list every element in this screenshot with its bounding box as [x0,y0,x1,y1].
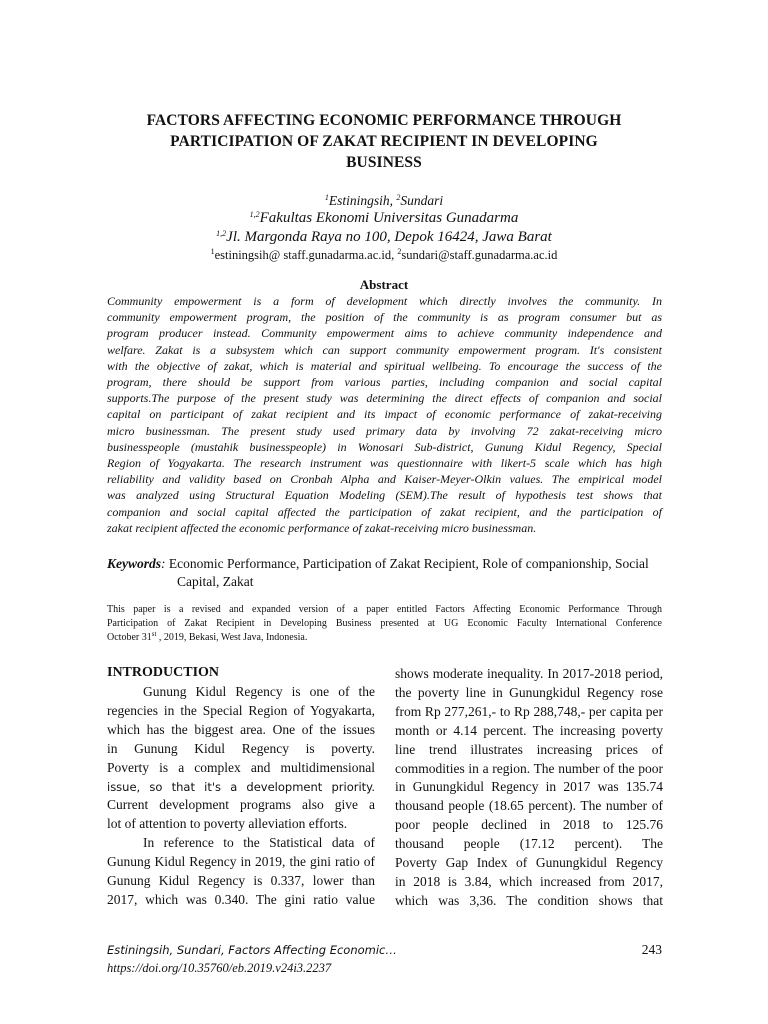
body-line: poor people declined in 2018 to 125.76 [395,817,663,833]
running-title: Estiningsih, Sundari, Factors Affecting Economic… [107,943,397,957]
abstract-line: companion and social capital affected the participation of zakat recipient, and the participation of [107,504,662,519]
paper-title [100,110,668,173]
note-line: Participation of Zakat Recipient in Developing Business presented at UG Economic Faculty International Conference [107,618,662,629]
author-affiliation [100,209,668,228]
author-name: Sundari [400,193,444,208]
body-line: Gunung Kidul Regency in 2019, the gini ratio of [107,854,375,870]
keywords-colon: : [161,556,166,571]
body-line: thousand people (17.12 percent). The [395,836,663,852]
body-line: in Gunung Kidul Regency is poverty. [107,740,375,756]
note-sup: st [151,630,157,638]
body-line: in 2018 is 3.84, which increased from 2017, [395,873,663,889]
affiliation-sup: 1,2 [249,210,260,219]
abstract-line: community empowerment program, the position of the community is as program consumer but as [107,310,662,325]
author-name: Estiningsih, [328,193,397,208]
author-block [100,192,668,264]
email-sup: 1 [210,247,215,256]
body-line: thousand people (18.65 percent). The number of [395,798,663,814]
section-heading-introduction: INTRODUCTION [107,665,220,680]
title-line: PARTICIPATION OF ZAKAT RECIPIENT IN DEVELOPING [170,133,598,150]
abstract-line: program, there should be support from various parties, including companion and social capital [107,375,662,390]
abstract-line: Region of Yogyakarta. The research instrument was questionnaire with likert-5 scale which has high [107,456,662,471]
address-text: Jl. Margonda Raya no 100, Depok 16424, Jawa Barat [226,229,552,245]
body-line: which has the biggest area. One of the issues [107,721,375,737]
keywords-list-cont: Capital, Zakat [177,574,254,589]
body-line: shows moderate inequality. In 2017-2018 period, [395,666,663,681]
body-line: Gunung Kidul Regency is 0.337, lower than [107,873,375,889]
body-line: Poverty Gap Index of Gunungkidul Regency [395,855,663,871]
body-line: 2017, which was 0.340. The gini ratio value [107,891,375,907]
body-line: which was 3,36. The condition shows that [395,892,663,908]
abstract-body [107,293,662,536]
email-link[interactable]: estiningsih@ staff.gunadarma.ac.id, [214,248,398,262]
keywords-list: Economic Performance, Participation of Zakat Recipient, Role of companionship, Social [165,556,649,571]
body-line: from Rp 277,261,- to Rp 288,748,- per capita per [395,703,663,719]
body-line: in Gunungkidul Regency in 2017 was 135.74 [395,779,663,795]
note-text: , 2019, Bekasi, West Java, Indonesia. [156,632,308,643]
title-line: FACTORS AFFECTING ECONOMIC PERFORMANCE THROUGH [146,112,622,129]
address-sup: 1,2 [216,229,227,238]
abstract-line: Community empowerment is a form of development which directly involves the community. In [107,294,662,308]
body-line: the poverty line in Gunungkidul Regency rose [395,684,663,700]
abstract-line: capital on participant of zakat recipient and its impact of economic performance of zakat-receiving [107,407,662,422]
body-line: commodities in a region. The number of the poor [395,760,663,776]
keywords-label: Keywords [107,556,161,571]
keywords-block [107,555,667,591]
abstract-line: welfare. Zakat is a subsystem which can support community empowerment program. It's consistent [107,342,662,357]
author-emails [100,247,668,264]
body-line: issue, so that it's a development priority. [107,779,375,794]
title-line: BUSINESS [346,154,422,171]
note-line: This paper is a revised and expanded version of a paper entitled Factors Affecting Economic Performance Through [107,604,662,615]
right-column [395,665,663,911]
page-number: 243 [641,942,662,957]
body-line: Current development programs also give a [107,797,375,813]
author-address [100,228,668,247]
affiliation-text: Fakultas Ekonomi Universitas Gunadarma [259,210,519,226]
abstract-line: micro businessman. The present study used primary data by involving 72 zakat-receiving micro [107,423,662,438]
body-line: regencies in the Special Region of Yogyakarta, [107,702,375,718]
author-names [100,192,668,209]
email-link[interactable]: sundari@staff.gunadarma.ac.id [401,248,558,262]
page-footer [107,941,397,977]
body-line: Gunung Kidul Regency is one of the [143,684,375,699]
email-sup: 2 [397,247,402,256]
abstract-line: supports.The purpose of the present study was determining the direct effects of companion and social [107,391,662,406]
body-line: line trend illustrates increasing prices of [395,741,663,757]
author-sup: 2 [396,193,401,202]
note-text: October 31 [107,632,152,643]
abstract-line: with the objective of zakat, which is material and spiritual wellbeing. To encourage the success of the [107,358,662,373]
abstract-line: was analyzed using Structural Equation Modeling (SEM).The result of hypothesis test shows that [107,488,662,503]
doi-link[interactable]: https://doi.org/10.35760/eb.2019.v24i3.2237 [107,961,332,975]
revision-note [107,603,662,645]
body-line: lot of attention to poverty alleviation efforts. [107,816,348,832]
body-line: In reference to the Statistical data of [143,835,375,851]
body-line: Poverty is a complex and multidimensional [107,759,375,775]
body-line: month or 4.14 percent. The increasing poverty [395,722,663,738]
abstract-line: zakat recipient affected the economic performance of zakat-receiving micro businessman. [107,520,537,535]
abstract-line: program producer instead. Community empowerment aims to achieve community independence and [107,326,662,341]
author-sup: 1 [324,193,329,202]
abstract-heading: Abstract [359,277,409,292]
left-column [107,663,375,910]
abstract-line: businesspeople (mustahik businesspeople) in Wonosari Sub-district, Gunung Kidul Regency, Special [107,439,662,454]
note-line [107,631,662,645]
abstract-line: reliability and validity based on Cronbah Alpha and Kaiser-Meyer-Olkin values. The empirical model [107,472,662,487]
